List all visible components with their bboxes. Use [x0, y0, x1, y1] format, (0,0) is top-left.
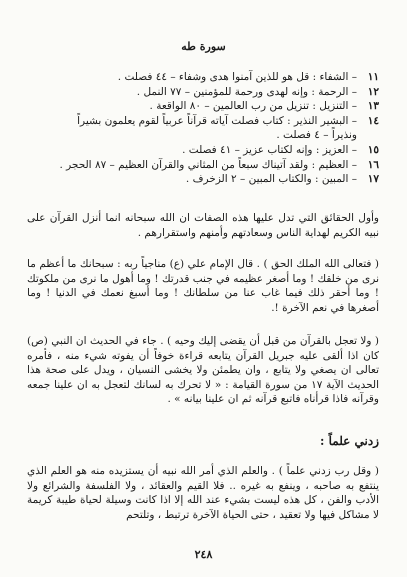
list-item: [27, 70, 379, 85]
item-number: ١٢: [367, 85, 379, 98]
list-item: [27, 172, 379, 187]
section-heading: زدني علماً :: [320, 434, 379, 448]
list-item-continuation: ونذيراً – ٤ فصلت .: [276, 129, 357, 142]
list-item: [27, 158, 379, 173]
item-text: – العزيز : وإنه لكتاب عزيز – ٤١ فصلت .: [182, 143, 357, 156]
paragraph-intro: وأول الحقائق التي تدل عليها هذه الصفات ان الله سبحانه انما أنزل القرآن على نبيه الكريم لهداية الناس وسعادتهم وأمنهم واستقرارهم .: [27, 212, 379, 239]
item-number: ١١: [367, 71, 379, 83]
item-number: ١٤: [367, 114, 379, 127]
item-text: – البشير النذير : كتاب فصلت آياته قرآناً عربياً لقوم يعلمون بشيراً: [77, 114, 357, 127]
item-text: – التنزيل : تنزيل من رب العالمين – ٨٠ الواقعة .: [149, 100, 357, 113]
list-item: [27, 85, 379, 100]
item-number: ١٧: [367, 173, 379, 186]
item-number: ١٥: [367, 143, 379, 156]
item-number: ١٦: [367, 158, 379, 171]
attributes-list: [27, 70, 379, 187]
paragraph-knowledge: ( وقل رب زدني علماً ) . والعلم الذي أمر الله نبيه أن يستزيده منه هو العلم الذي ينتفع به صاحبه ، وينفع به غيره .. فلا القيم والعقائد ، ولا الفلسفة والشرائع ولا الأدب والفن ، كل هذه ليست بشيء عند الله إلا اذا كانت وسيلة لحياة طيبة كريمة لا مشاكل فيها ولا تعقيد ، حتى الحياة الآخرة ترتبط ، وتلتحم: [27, 465, 379, 521]
item-text: – الشفاء : قل هو للذين آمنوا هدى وشفاء – ٤٤ فصلت .: [117, 71, 357, 83]
paragraph-hadith: ( ولا تعجل بالقرآن من قبل أن يقضى إليك وحيه ) . جاء في الحديث ان النبي (ص) كان اذا ألقى عليه جبريل القرآن يتابعه قراءة خوفاً أن يفوته شيء منه ، فأمره تعالى ان يصغي ولا يتابع ، وان يطمئن ولا يخشى النسيان ، ويدل على صحة هذا الحديث الآية ١٧ من سورة القيامة : « لا تحرك به لسانك لتعجل به ان علينا جمعه وقرآنه فاذا قرأناه فاتبع قرآنه ثم ان علينا بيانه » .: [27, 335, 379, 406]
list-item: [27, 143, 379, 158]
item-text: – الرحمة : وإنه لهدى ورحمة للمؤمنين – ٧٧ النمل .: [136, 85, 357, 98]
surah-title: سورة طه: [181, 40, 226, 53]
paragraph-imam-ali: ( فتعالى الله الملك الحق ) . قال الإمام علي (ع) مناجياً ربه : سبحانك ما أعظم ما نرى من خلقك ! وما أصغر عظيمه في جنب قدرتك ! وما أهول ما نرى من ملكوتك ! وما أحقر ذلك فيما غاب عنا من سلطانك ! وما أسبغ نعمك في الدنيا ! وما أصغرها في نعم الآخرة !.: [27, 258, 379, 314]
item-text: – المبين : والكتاب المبين – ٢ الزخرف .: [185, 173, 357, 186]
list-item: [27, 114, 379, 129]
page-number: ٢٤٨: [194, 548, 213, 561]
list-item: [27, 99, 379, 114]
item-text: – العظيم : ولقد آتيناك سبعاً من المثاني والقرآن العظيم – ٨٧ الحجر .: [59, 158, 357, 171]
item-number: ١٣: [367, 100, 379, 113]
